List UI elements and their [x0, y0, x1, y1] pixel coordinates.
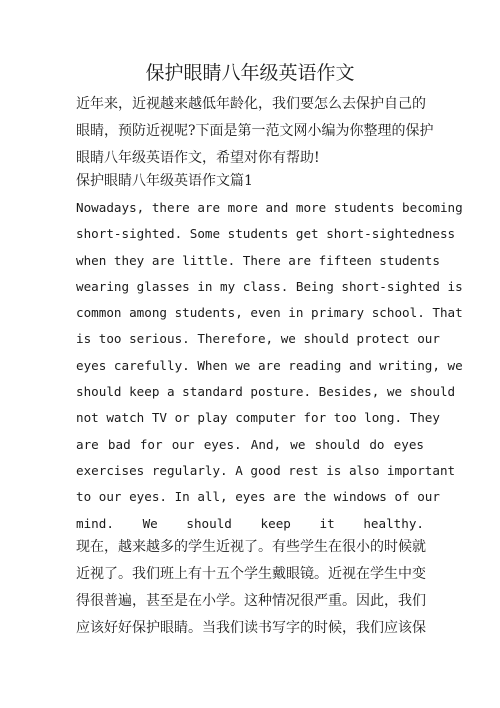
essay-line: is too serious. Therefore, we should protect our [76, 331, 440, 347]
english-essay [76, 195, 463, 537]
intro-line: 眼睛八年级英语作文，希望对你有帮助! [76, 150, 320, 166]
section-heading: 保护眼睛八年级英语作文篇1 [76, 173, 253, 189]
essay-line: are bad for our eyes. And, we should do eyes [76, 436, 424, 452]
translation-line: 现在，越来越多的学生近视了。有些学生在很小的时候就 [76, 539, 426, 555]
essay-line: to our eyes. In all, eyes are the windows of our [76, 489, 440, 505]
essay-line: when they are little. There are fifteen students [76, 252, 440, 268]
intro-paragraph [76, 91, 434, 172]
essay-line: Nowadays, there are more and more students becoming [76, 200, 463, 215]
essay-line: common among students, even in primary school. That [76, 305, 463, 321]
essay-line: wearing glasses in my class. Being short-sighted is [76, 278, 463, 294]
translation-line: 应该好好保护眼睛。当我们读书写字的时候，我们应该保 [76, 620, 426, 636]
essay-line: short-sighted. Some students get short-sightedness [76, 226, 456, 242]
translation-line: 近视了。我们班上有十五个学生戴眼镜。近视在学生中变 [76, 566, 426, 582]
essay-line: mind. We should keep it healthy. [76, 515, 424, 531]
intro-line: 眼睛，预防近视呢?下面是第一范文网小编为你整理的保护 [76, 123, 434, 139]
essay-line: should keep a standard posture. Besides, we should [76, 384, 456, 400]
essay-line: eyes carefully. When we are reading and writing, we [76, 357, 463, 373]
essay-line: exercises regularly. A good rest is also important [76, 462, 456, 478]
intro-line: 近年来，近视越来越低年龄化，我们要怎么去保护自己的 [76, 96, 426, 112]
essay-line: not watch TV or play computer for too long. They [76, 410, 440, 426]
chinese-translation [76, 534, 424, 642]
page-title: 保护眼睛八年级英语作文 [145, 62, 355, 84]
translation-line: 得很普遍，甚至是在小学。这种情况很严重。因此，我们 [76, 593, 426, 609]
